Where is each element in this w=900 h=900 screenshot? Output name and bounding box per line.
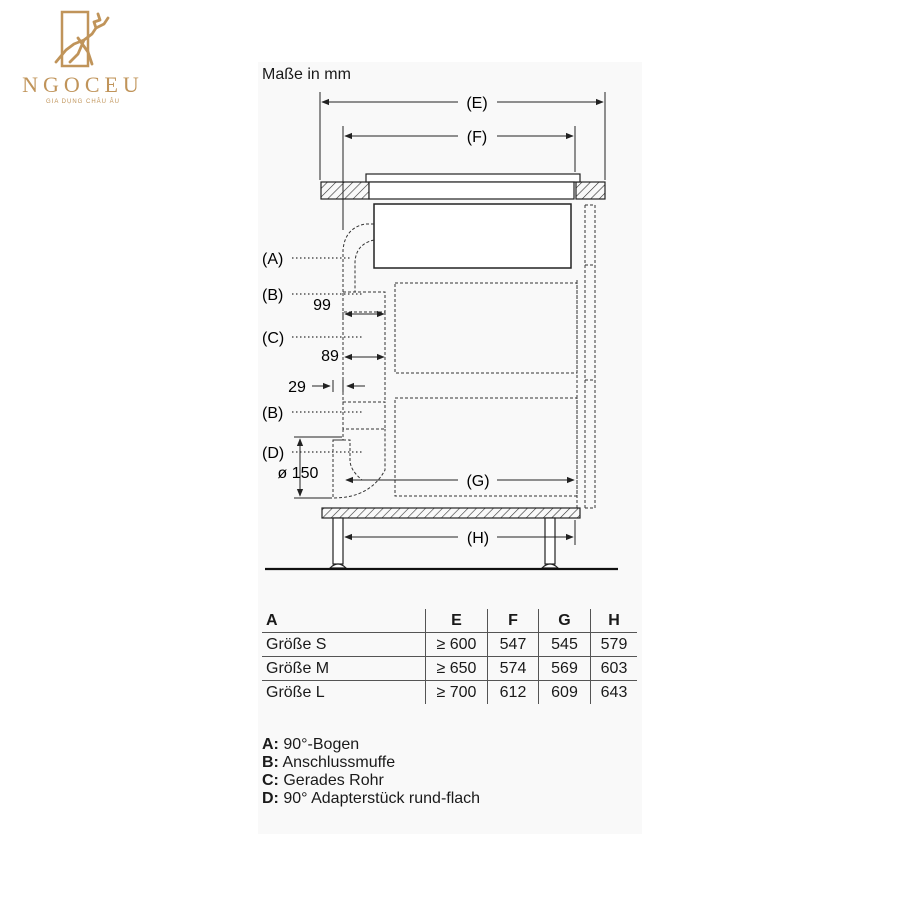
legend-key: A: <box>262 736 279 753</box>
legend-key: B: <box>262 754 279 771</box>
brand-name: NGOCEU <box>22 72 144 97</box>
table-cell: Größe M <box>262 657 426 681</box>
dimension-f-label: (F) <box>466 129 488 146</box>
table-row <box>262 657 637 681</box>
table-cell: 643 <box>591 681 638 705</box>
part-label-a: (A) <box>262 251 284 268</box>
table-cell: Größe L <box>266 684 325 701</box>
measurement-diameter <box>278 437 342 498</box>
part-label-b-upper: (B) <box>262 287 284 304</box>
legend-text: 90° Adapterstück rund-flach <box>283 790 481 807</box>
cooktop <box>366 174 580 268</box>
table-row <box>262 681 637 705</box>
measurement-29-label: 29 <box>288 379 306 396</box>
part-labels <box>262 251 284 462</box>
cabinet-base <box>265 508 618 569</box>
table-cell: 569 <box>539 657 591 681</box>
dimension-e-label: (E) <box>466 95 488 112</box>
dimension-h <box>345 520 575 547</box>
table-cell: Größe S <box>262 633 426 657</box>
table-cell: 609 <box>539 681 591 705</box>
legend-item <box>262 736 480 754</box>
table-header: E <box>426 609 488 633</box>
part-label-d: (D) <box>262 445 285 462</box>
table-cell: 579 <box>591 633 638 657</box>
table-cell: ≥ 650 <box>426 657 488 681</box>
measurement-89-label: 89 <box>321 348 339 365</box>
table-cell: ≥ 600 <box>426 633 488 657</box>
table-header: A <box>262 609 426 633</box>
dimension-g <box>346 473 574 490</box>
units-title: Maße in mm <box>262 66 351 83</box>
table-header: H <box>591 609 638 633</box>
legend-key: D: <box>262 790 279 807</box>
table-row <box>262 633 637 657</box>
legend-key: C: <box>262 772 279 789</box>
measurement-99 <box>313 297 384 320</box>
legend-item <box>262 754 480 772</box>
table-cell: 574 <box>488 657 539 681</box>
measurement-diameter-label: ø 150 <box>277 465 319 482</box>
legend-text: 90°-Bogen <box>283 736 360 753</box>
part-label-b-lower: (B) <box>262 405 284 422</box>
table-cell: 545 <box>539 633 591 657</box>
table-header: F <box>488 609 539 633</box>
dimension-h-label: (H) <box>466 530 490 547</box>
dimensions-table <box>262 609 637 704</box>
measurement-89 <box>321 348 384 365</box>
measurement-29 <box>288 379 365 396</box>
table-cell: ≥ 700 <box>426 681 488 705</box>
table-header-row <box>262 609 637 633</box>
table-cell: 612 <box>488 681 539 705</box>
parts-legend <box>262 736 480 808</box>
legend-item <box>262 790 480 808</box>
table-cell: 547 <box>488 633 539 657</box>
measurement-99-label: 99 <box>313 297 331 314</box>
table-header: G <box>539 609 591 633</box>
brand-tagline: GIA DỤNG CHÂU ÂU <box>45 99 120 105</box>
legend-text: Gerades Rohr <box>283 772 384 789</box>
table-cell: 603 <box>591 657 638 681</box>
dimension-g-label: (G) <box>466 473 490 490</box>
legend-item <box>262 772 480 790</box>
part-label-c: (C) <box>262 330 285 347</box>
legend-text: Anschlussmuffe <box>282 754 396 771</box>
